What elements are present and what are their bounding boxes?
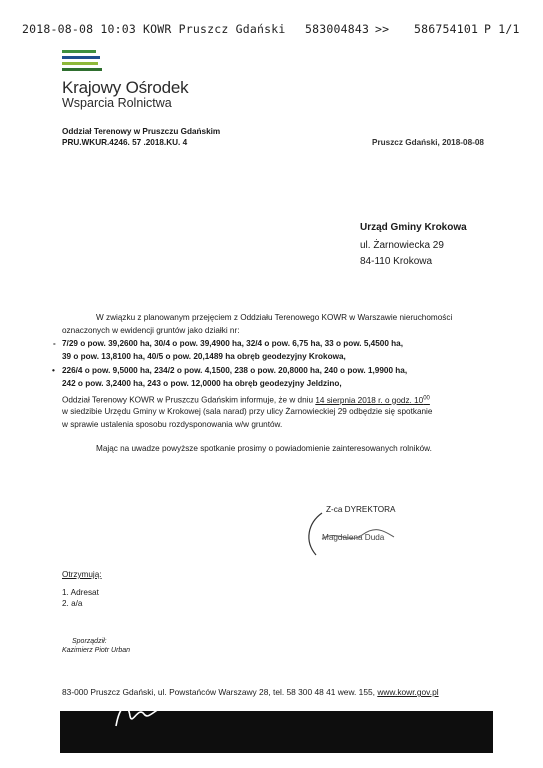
- logo-line2: Wsparcia Rolnictwa: [62, 96, 172, 110]
- info-text: Oddział Terenowy KOWR w Pruszczu Gdańskim informuje, że w dniu: [62, 395, 314, 405]
- sender-office-name: Oddział Terenowy w Pruszczu Gdańskim: [62, 127, 221, 136]
- signature-name: Magdalena Duda: [322, 533, 385, 542]
- item1-line1: 7/29 o pow. 39,2600 ha, 30/4 o pow. 39,4900 ha, 32/4 o pow. 6,75 ha, 33 o pow. 5,4500 ha,: [62, 339, 403, 348]
- signature-scribble: [318, 525, 398, 550]
- item2-line2: 242 o pow. 3,2400 ha, 243 o pow. 12,0000 ha obręb geodezyjny Jeldzino,: [62, 379, 342, 388]
- prepared-label: Sporządził:: [72, 638, 107, 645]
- distribution-item: 2. a/a: [62, 599, 83, 608]
- meeting-minutes: 00: [423, 395, 430, 401]
- intro-line-b: oznaczonych w ewidencji gruntów jako działki nr:: [62, 326, 240, 335]
- recipient-name: Urząd Gminy Krokowa: [360, 222, 467, 233]
- meeting-date: 14 sierpnia 2018 r. o godz. $10^{00}$: [315, 395, 430, 405]
- signature-title: Z-ca DYREKTORA: [326, 505, 396, 514]
- info-line-a: [62, 393, 430, 406]
- logo-bar: [62, 56, 100, 59]
- handwritten-initials: [108, 696, 188, 736]
- fax-to-number: 586754101: [414, 22, 479, 36]
- fax-datetime: 2018-08-08 10:03: [22, 22, 136, 36]
- recipient-street: ul. Żarnowiecka 29: [360, 240, 444, 251]
- logo-line1: Krajowy Ośrodek: [62, 78, 189, 97]
- fax-from-number: 583004843: [305, 22, 370, 36]
- intro-line-a: W związku z planowanym przejęciem z Oddziału Terenowego KOWR w Warszawie nieruchomości: [96, 313, 453, 322]
- recipient-city: 84-110 Krokowa: [360, 256, 433, 267]
- closing-line: Mając na uwadze powyższe spotkanie prosimy o powiadomienie zainteresowanych rolników.: [96, 444, 432, 453]
- fax-page: P 1/1: [484, 22, 520, 36]
- distribution-heading: Otrzymują:: [62, 570, 102, 579]
- logo-bar: [62, 62, 98, 65]
- logo-mark: [62, 48, 102, 76]
- fax-sender: KOWR Pruszcz Gdański: [143, 22, 286, 36]
- footer-text: 83-000 Pruszcz Gdański, ul. Powstańców Warszawy 28, tel. 58 300 48 41 wew. 155,: [62, 687, 375, 697]
- footer-url[interactable]: www.kowr.gov.pl: [377, 687, 439, 697]
- bullet-dot: •: [52, 366, 55, 375]
- info-line-b: w siedzibie Urzędu Gminy w Krokowej (sala narad) przy ulicy Żarnowieckiej 29 odbędzie się spotkanie: [62, 407, 433, 416]
- item1-line2: 39 o pow. 13,8100 ha, 40/5 o pow. 20,1489 ha obręb geodezyjny Krokowa,: [62, 352, 346, 361]
- fax-arrows: >>: [375, 22, 390, 36]
- logo-bar: [62, 68, 102, 71]
- reference-number: PRU.WKUR.4246. 57 .2018.KU. 4: [62, 138, 188, 147]
- distribution-item: 1. Adresat: [62, 588, 99, 597]
- item2-line1: 226/4 o pow. 9,5000 ha, 234/2 o pow. 4,1500, 238 o pow. 20,8000 ha, 240 o pow. 1,9900 ha,: [62, 366, 408, 375]
- info-line-c: w sprawie ustalenia sposobu rozdysponowania w/w gruntów.: [62, 420, 283, 429]
- bullet-dash: -: [53, 339, 56, 348]
- logo-bar: [62, 50, 96, 53]
- place-date: Pruszcz Gdański, 2018-08-08: [372, 138, 484, 147]
- prepared-name: Kazimierz Piotr Urban: [62, 647, 131, 654]
